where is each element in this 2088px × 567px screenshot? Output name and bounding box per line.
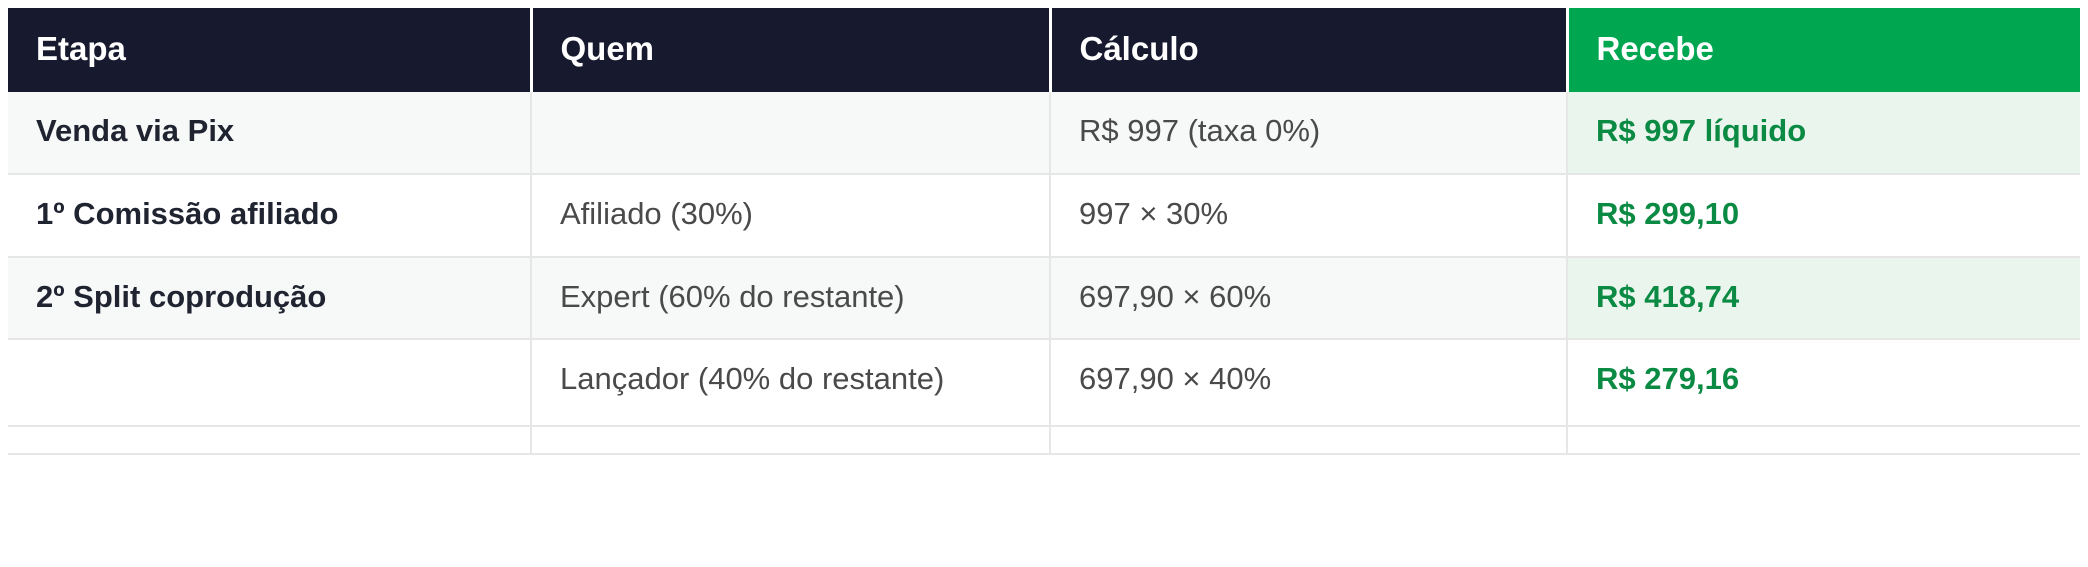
cell-quem: Expert (60% do restante) (531, 257, 1050, 340)
cell-etapa (8, 339, 531, 426)
column-header-calculo: Cálculo (1050, 8, 1567, 92)
cell-quem (531, 92, 1050, 174)
cell-quem: Lançador (40% do restante) (531, 339, 1050, 426)
cell-spacer (531, 426, 1050, 454)
cell-etapa: 1º Comissão afiliado (8, 174, 531, 257)
cell-recebe: R$ 997 líquido (1567, 92, 2080, 174)
column-header-recebe: Recebe (1567, 8, 2080, 92)
cell-calculo: 697,90 × 60% (1050, 257, 1567, 340)
cell-etapa: Venda via Pix (8, 92, 531, 174)
table-row (8, 174, 2080, 257)
tabela-calculo-comissoes (8, 8, 2080, 455)
table-header-row (8, 8, 2080, 92)
table-body (8, 92, 2080, 454)
cell-calculo: 997 × 30% (1050, 174, 1567, 257)
table-row (8, 257, 2080, 340)
table-row (8, 339, 2080, 426)
cell-recebe: R$ 299,10 (1567, 174, 2080, 257)
cell-spacer (8, 426, 531, 454)
cell-spacer (1567, 426, 2080, 454)
table-row (8, 92, 2080, 174)
cell-etapa: 2º Split coprodução (8, 257, 531, 340)
table-row-spacer (8, 426, 2080, 454)
cell-spacer (1050, 426, 1567, 454)
table-header (8, 8, 2080, 92)
column-header-quem: Quem (531, 8, 1050, 92)
cell-recebe: R$ 418,74 (1567, 257, 2080, 340)
cell-quem: Afiliado (30%) (531, 174, 1050, 257)
cell-calculo: R$ 997 (taxa 0%) (1050, 92, 1567, 174)
column-header-etapa: Etapa (8, 8, 531, 92)
cell-recebe: R$ 279,16 (1567, 339, 2080, 426)
cell-calculo: 697,90 × 40% (1050, 339, 1567, 426)
